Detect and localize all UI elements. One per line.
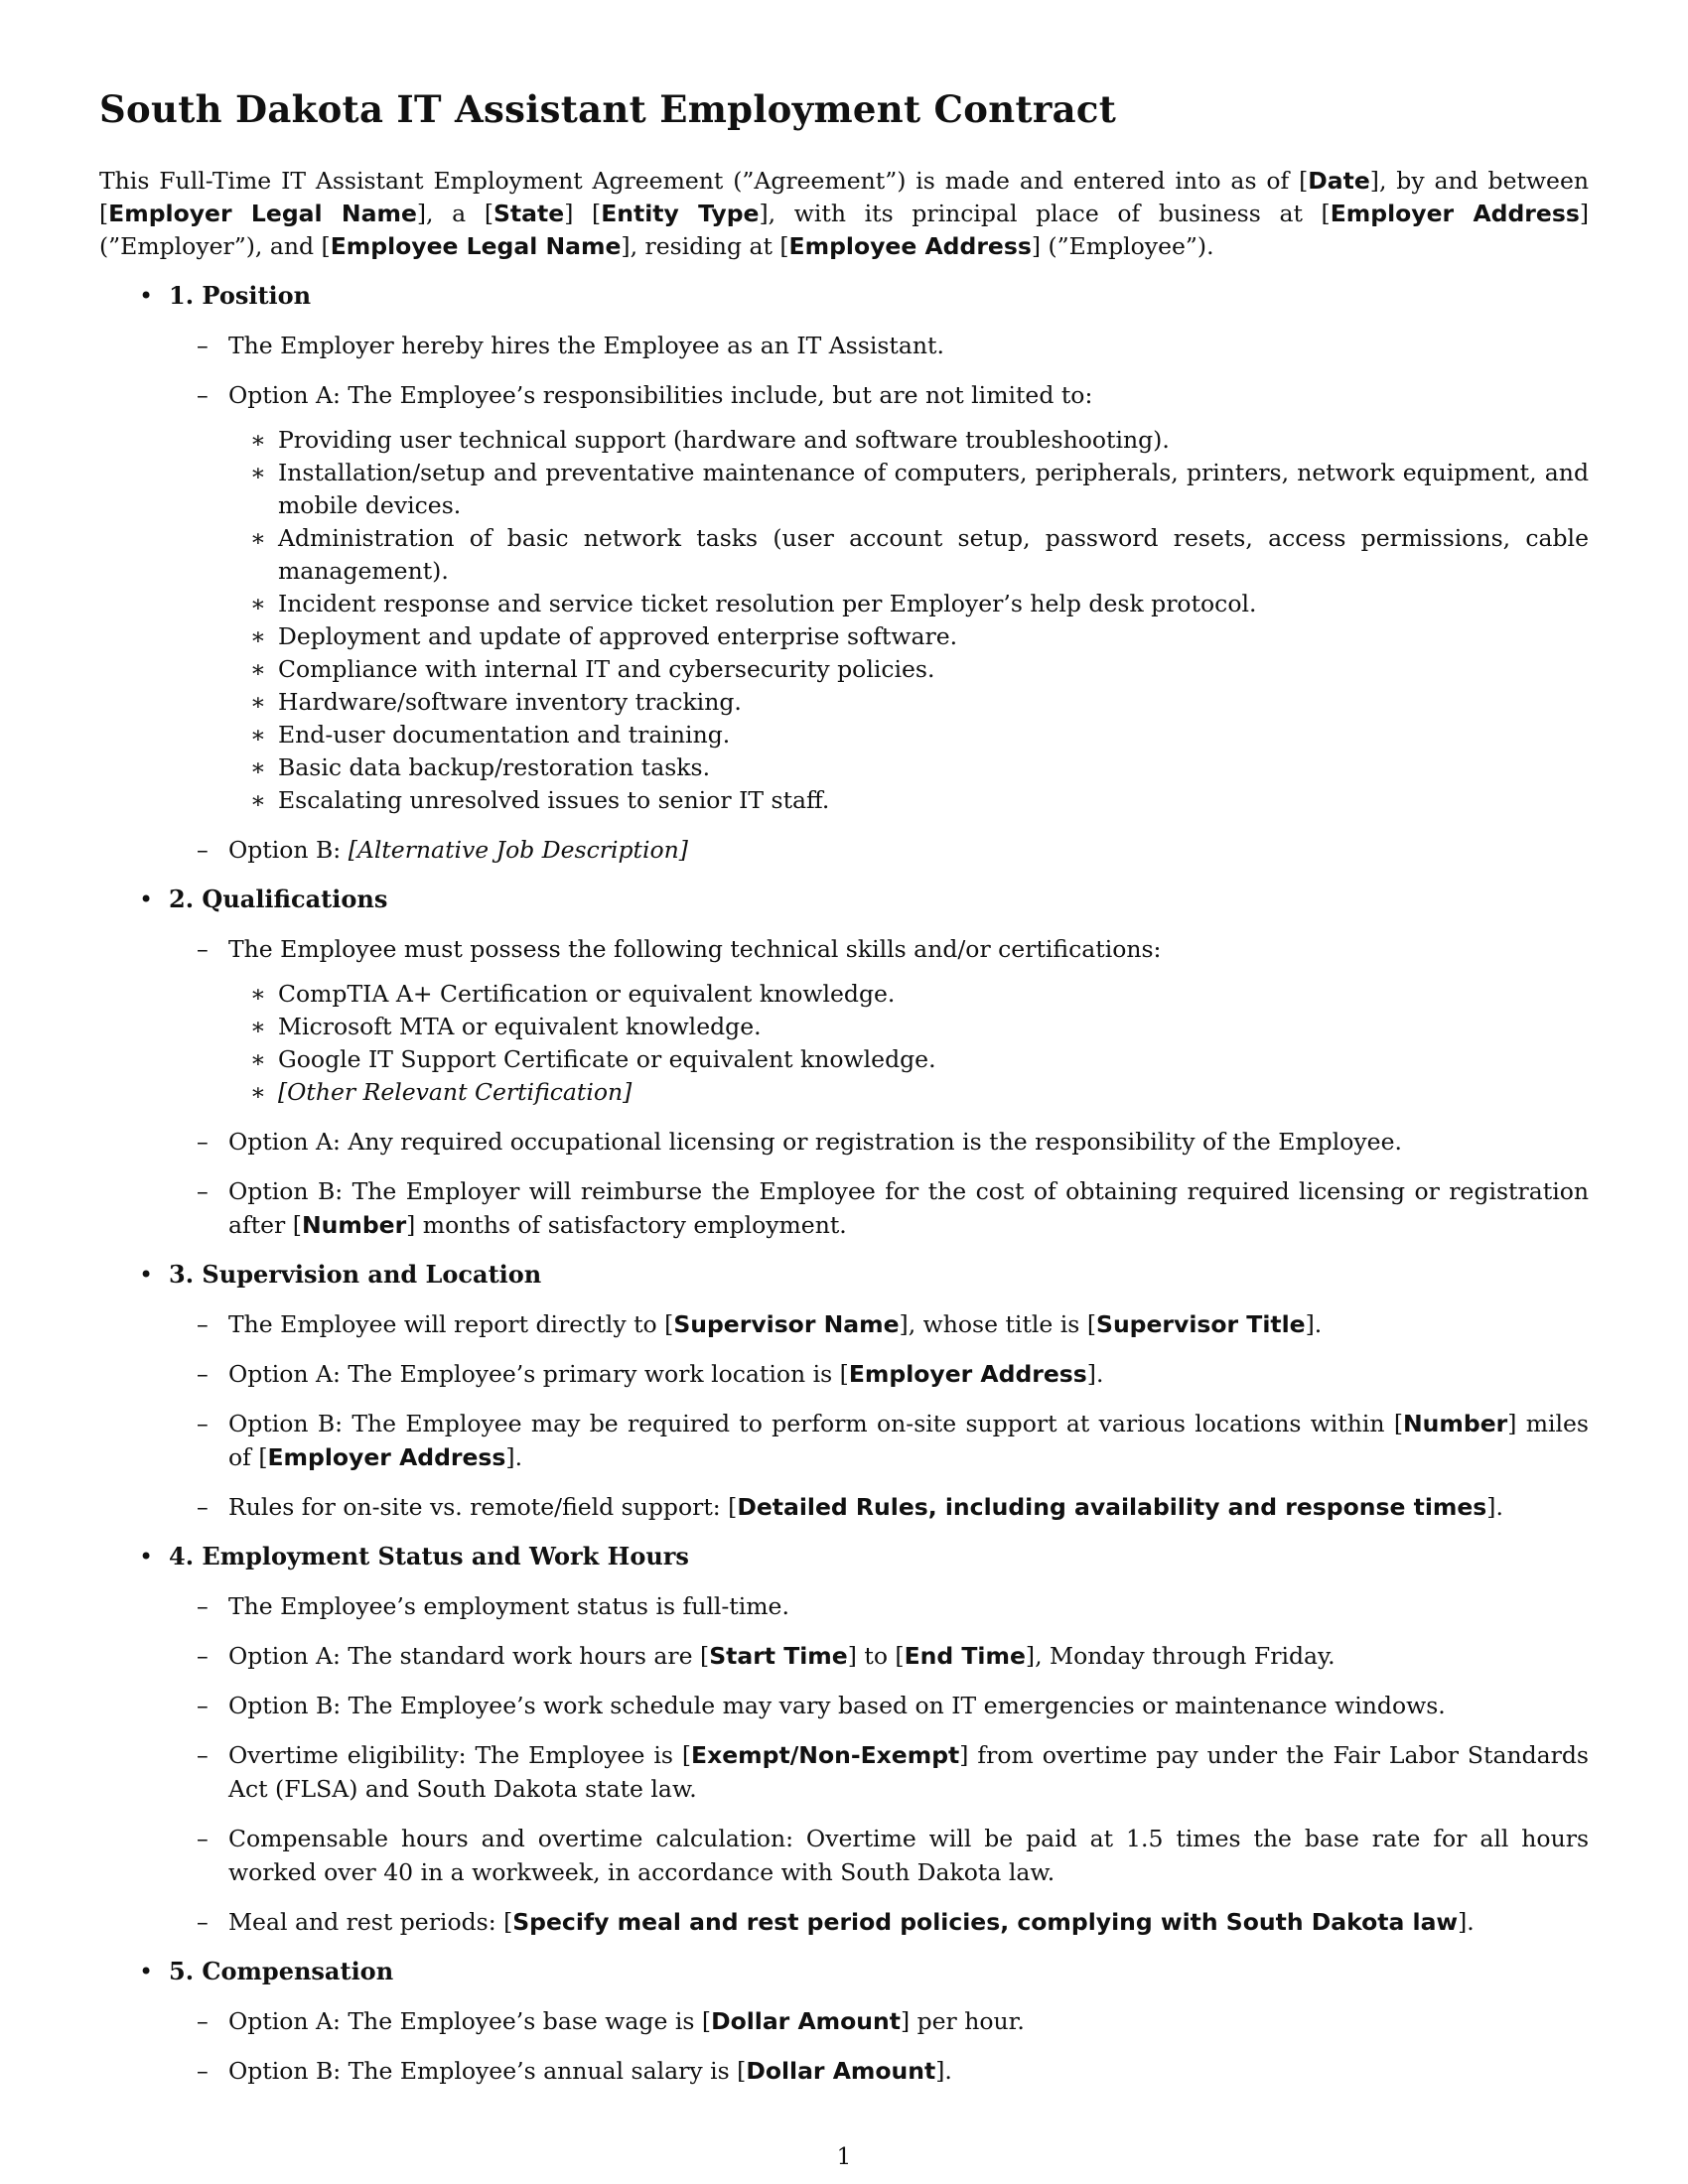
section-qualifications <box>99 883 1589 1242</box>
list-item: – Option B: The Employee may be required to perform on-site support at various locations within [Number] miles of [Employer Address]. <box>197 1410 1589 1471</box>
placeholder-employee-name: Employee Legal Name <box>330 232 622 260</box>
list-item: – Option A: The Employee’s base wage is [Dollar Amount] per hour. <box>197 2007 1025 2035</box>
responsibility-item: ∗ Incident response and service ticket resolution per Employer’s help desk protocol. <box>250 590 1257 617</box>
certifications-list <box>228 978 1589 1109</box>
responsibility-item: ∗ End-user documentation and training. <box>250 721 731 749</box>
responsibility-item: ∗ Providing user technical support (hardware and software troubleshooting). <box>250 426 1170 454</box>
list-item: – Meal and rest periods: [Specify meal and rest period policies, complying with South Dakota law]. <box>197 1908 1475 1936</box>
list-item: – Option B: The Employee’s annual salary is [Dollar Amount]. <box>197 2057 952 2085</box>
bullet-icon: • <box>139 1958 154 1985</box>
certification-item: ∗ CompTIA A+ Certification or equivalent knowledge. <box>250 980 896 1008</box>
placeholder-employer-name: Employer Legal Name <box>108 200 417 227</box>
responsibility-item: ∗ Deployment and update of approved enterprise software. <box>250 622 958 650</box>
list-item: – Option A: The Employee’s primary work location is [Employer Address]. <box>197 1360 1104 1388</box>
section-status-hours <box>99 1540 1589 1939</box>
responsibility-item: ∗ Escalating unresolved issues to senior IT staff. <box>250 786 830 814</box>
placeholder-entity-type: Entity Type <box>601 200 760 227</box>
list-item: – Option B: [Alternative Job Description] <box>197 836 688 864</box>
responsibility-item: ∗ Administration of basic network tasks (user account setup, password resets, access permissions, cable management). <box>250 524 1589 585</box>
list-item: – Option A: Any required occupational licensing or registration is the responsibility of the Employee. <box>197 1128 1402 1156</box>
section-title: 2. Qualifications <box>169 885 388 913</box>
certification-item: ∗ [Other Relevant Certification] <box>250 1078 633 1106</box>
placeholder-state: State <box>493 200 565 227</box>
bullet-icon: • <box>139 886 154 913</box>
list-item: – The Employee’s employment status is full-time. <box>197 1592 789 1620</box>
responsibility-item: ∗ Hardware/software inventory tracking. <box>250 688 742 716</box>
list-item: – Compensable hours and overtime calculation: Overtime will be paid at 1.5 times the base rate for all hours worked over 40 in a workweek, in accordance with South Dakota law. <box>197 1825 1589 1886</box>
document-title: South Dakota IT Assistant Employment Contract <box>99 87 1117 131</box>
responsibilities-list <box>228 424 1589 817</box>
section-title: 4. Employment Status and Work Hours <box>169 1542 689 1570</box>
list-item: – Overtime eligibility: The Employee is [Exempt/Non-Exempt] from overtime pay under the Fair Labor Standards Act (FLSA) and South Dakota state law. <box>197 1741 1589 1803</box>
bullet-icon: • <box>139 1543 154 1570</box>
list-item: – The Employee will report directly to [Supervisor Name], whose title is [Supervisor Title]. <box>197 1310 1323 1338</box>
section-supervision <box>99 1258 1589 1524</box>
list-item: – Option B: The Employee’s work schedule may vary based on IT emergencies or maintenance windows. <box>197 1692 1446 1719</box>
certification-item: ∗ Microsoft MTA or equivalent knowledge. <box>250 1013 762 1040</box>
placeholder-employee-address: Employee Address <box>788 232 1032 260</box>
list-item: – Option A: The standard work hours are [Start Time] to [End Time], Monday through Friday. <box>197 1642 1336 1670</box>
section-position <box>99 279 1589 867</box>
bullet-icon: • <box>139 282 154 310</box>
section-compensation <box>99 1955 1589 2088</box>
list-item: – The Employer hereby hires the Employee as an IT Assistant. <box>197 332 944 359</box>
document-body <box>99 87 1589 2088</box>
certification-item: ∗ Google IT Support Certificate or equivalent knowledge. <box>250 1045 936 1073</box>
section-title: 1. Position <box>169 281 312 310</box>
page-number: 1 <box>836 2144 852 2170</box>
responsibility-item: ∗ Basic data backup/restoration tasks. <box>250 753 711 781</box>
list-item: – Rules for on-site vs. remote/field support: [Detailed Rules, including availability and response times]. <box>197 1493 1503 1521</box>
responsibility-item: ∗ Installation/setup and preventative maintenance of computers, peripherals, printers, network equipment, and mobile devices. <box>250 459 1589 519</box>
list-item: – Option B: The Employer will reimburse the Employee for the cost of obtaining required licensing or registration after [Number] months of satisfactory employment. <box>197 1177 1589 1239</box>
list-item: – The Employee must possess the following technical skills and/or certifications: ∗ CompTIA A+ Certification or equivalent knowledge. ∗ Microsoft MTA or equivalent knowledge. ∗ Google IT Support Certificate or equivalent knowledge. ∗ [Other Relevant Certification] <box>169 932 1589 1109</box>
placeholder-employer-address: Employer Address <box>1330 200 1580 227</box>
intro-paragraph: This Full-Time IT Assistant Employment Agreement (”Agreement”) is made and entered into as of [Date], by and between [Employer Legal Name], a [State] [Entity Type], with its principal place of business at [Employer Address] (”Employer”), and [Employee Legal Name], residing at [Employee Address] (”Employee”). <box>99 167 1589 260</box>
section-title: 5. Compensation <box>169 1957 394 1985</box>
responsibility-item: ∗ Compliance with internal IT and cybersecurity policies. <box>250 655 935 683</box>
placeholder-date: Date <box>1308 167 1370 195</box>
bullet-icon: • <box>139 1261 154 1289</box>
section-title: 3. Supervision and Location <box>169 1260 542 1289</box>
list-item: – Option A: The Employee’s responsibilities include, but are not limited to: ∗ Providing user technical support (hardware and software troubleshooting). ∗ Installation/setup and preventative maintenance of computers, peripherals, printers, network equipment, and mobile devices. ∗ Administration of basic network tasks (user account setup, password resets, access permissions, cable management). ∗ Incident response and service ticket resolution per Employer’s help desk protocol. ∗ Deployment and update of approved enterprise software. ∗ Compliance with internal IT and cybersecurity policies. ∗ Hardware/software inventory tracking. ∗ End-user documentation and training. ∗ Basic data backup/restoration tasks. ∗ Escalating unresolved issues to senior IT staff. <box>169 378 1589 817</box>
